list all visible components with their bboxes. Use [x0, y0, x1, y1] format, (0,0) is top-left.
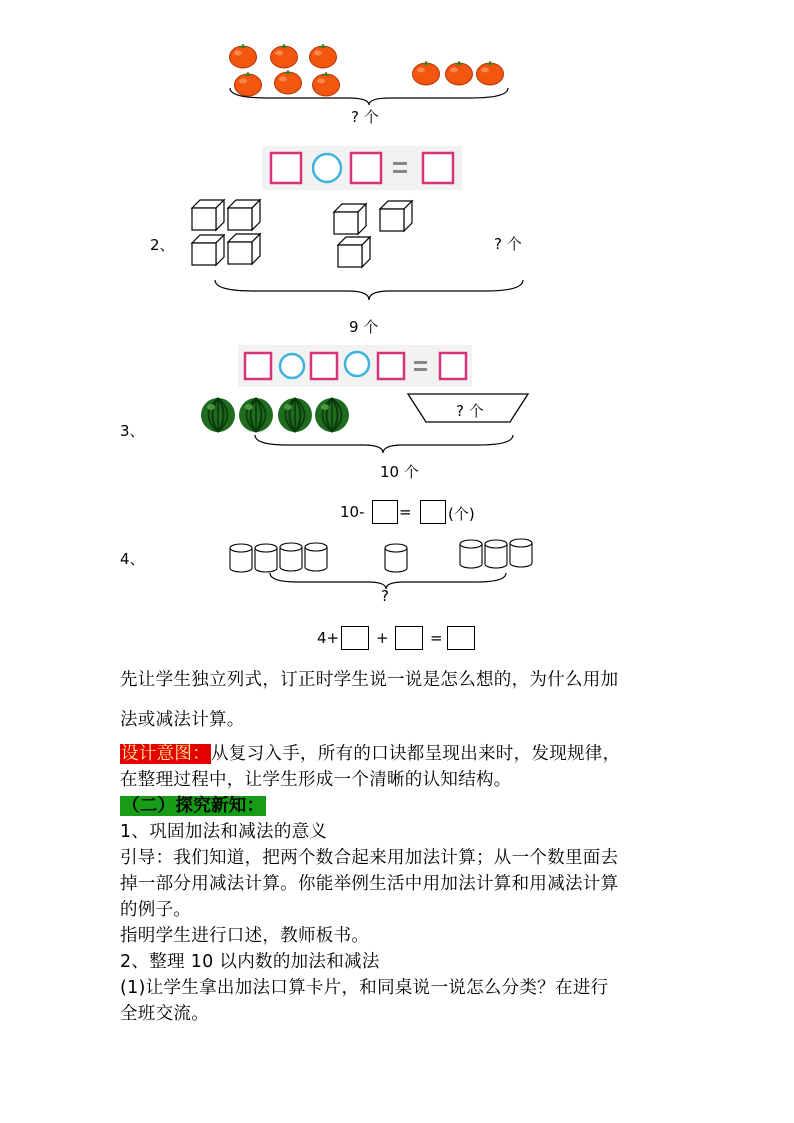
section-two-heading: （二）探究新知： — [122, 796, 265, 816]
cylinder-middle — [385, 542, 409, 574]
answer-box-3a[interactable] — [372, 500, 398, 524]
equation-template-1 — [262, 146, 462, 190]
item2-title: 2、整理 10 以内数的加法和减法 — [120, 952, 380, 972]
item1-line-3: 的例子。 — [120, 900, 192, 920]
problem4-brace-label: ? — [381, 587, 389, 605]
problem4-eq-plus: + — [376, 629, 389, 647]
brace-problem3 — [253, 433, 515, 455]
cubes-left — [192, 200, 267, 268]
watermelons — [201, 397, 353, 433]
problem3-eq-equals: = — [399, 503, 412, 521]
design-intent-line-2: 在整理过程中，让学生形成一个清晰的认知结构。 — [120, 770, 512, 790]
brace-problem2 — [213, 278, 525, 302]
item1-line-2: 掉一部分用减法计算。你能举例生活中用加法计算和用减法计算 — [120, 874, 619, 894]
section-two — [120, 793, 700, 1027]
bowl-label: ? 个 — [456, 402, 484, 420]
brace-problem1 — [228, 86, 510, 106]
equation-template-2 — [238, 345, 472, 387]
answer-box-4b[interactable] — [395, 626, 423, 650]
problem2-total: 9 个 — [349, 318, 379, 336]
problem2-number: 2、 — [150, 236, 175, 254]
answer-box-3b[interactable] — [420, 500, 446, 524]
answer-box-4a[interactable] — [341, 626, 369, 650]
oranges-right — [412, 61, 508, 89]
item1-line-4: 指明学生进行口述，教师板书。 — [120, 926, 370, 946]
instruction-line-1: 先让学生独立列式，订正时学生说一说是怎么想的，为什么用加 — [120, 670, 619, 690]
design-intent-line-1: 从复习入手，所有的口诀都呈现出来时，发现规律， — [211, 744, 621, 764]
paragraph-instruction — [120, 667, 700, 733]
problem3-total: 10 个 — [380, 463, 419, 481]
problem4-number: 4、 — [120, 550, 145, 568]
problem3-eq-unit: (个) — [448, 505, 475, 523]
instruction-line-2: 法或减法计算。 — [120, 710, 245, 730]
item2-line-1: (1)让学生拿出加法口算卡片，和同桌说一说怎么分类？在进行 — [120, 978, 609, 998]
design-intent-block — [120, 741, 700, 793]
brace-label-problem1: ? 个 — [351, 108, 379, 126]
problem3-number: 3、 — [120, 422, 145, 440]
problem3-eq-prefix: 10- — [340, 503, 365, 521]
design-intent-label: 设计意图： — [121, 744, 210, 764]
cylinders-left — [230, 542, 330, 574]
problem4-eq-equals: = — [430, 629, 443, 647]
item2-line-2: 全班交流。 — [120, 1004, 209, 1024]
cylinders-right — [460, 538, 534, 570]
problem2-question: ? 个 — [494, 235, 522, 253]
item1-title: 1、巩固加法和减法的意义 — [120, 822, 328, 842]
item1-line-1: 引导：我们知道，把两个数合起来用加法计算；从一个数里面去 — [120, 848, 619, 868]
cubes-middle — [334, 201, 416, 269]
answer-box-4c[interactable] — [447, 626, 475, 650]
problem4-eq-prefix: 4+ — [317, 629, 340, 647]
